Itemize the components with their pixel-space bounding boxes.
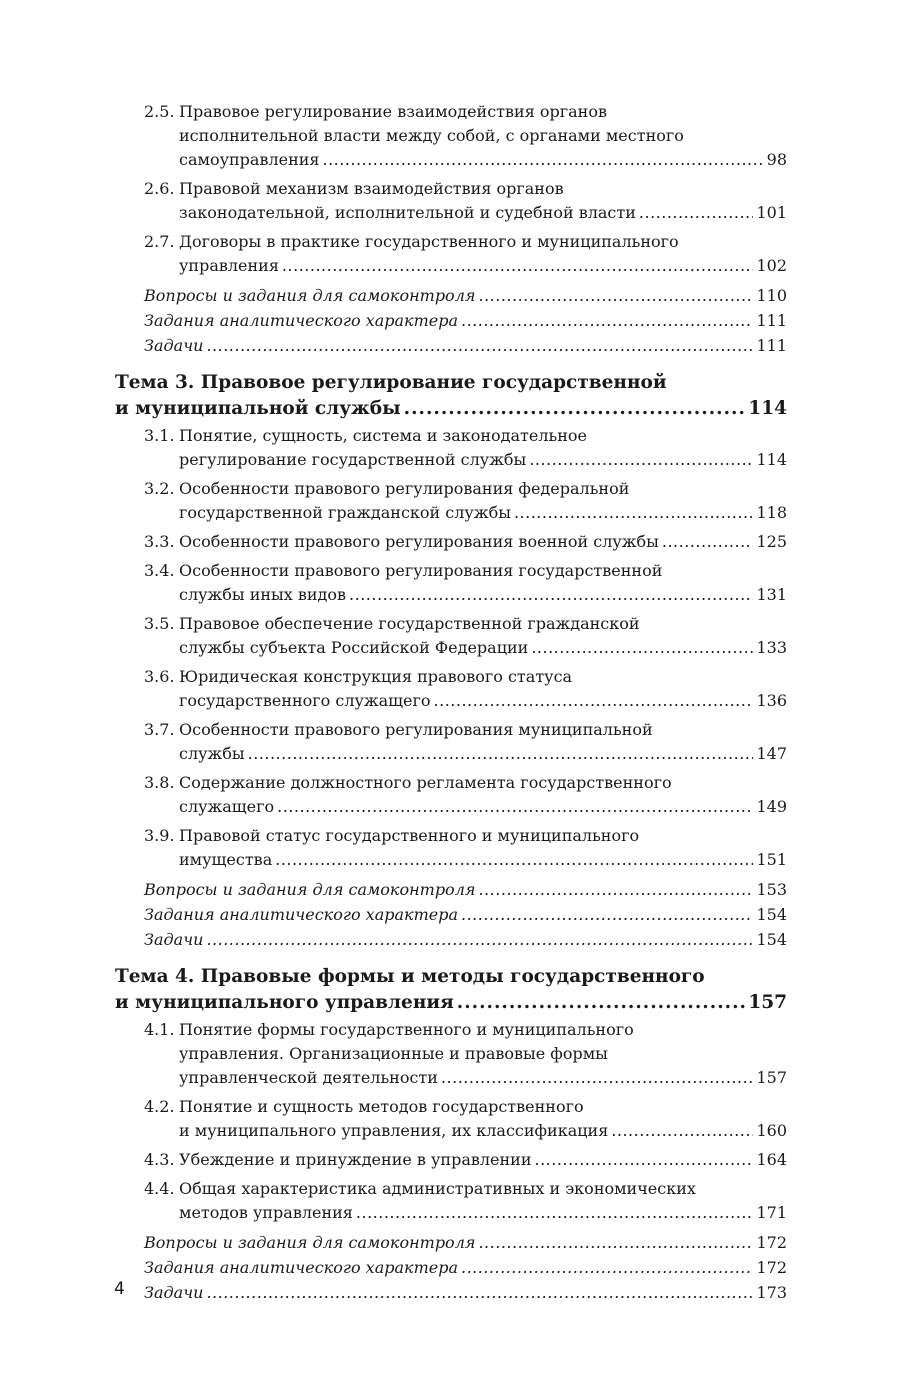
toc-section-3-3[interactable]	[115, 530, 787, 554]
page-ref: 131	[756, 585, 787, 604]
section-number: 3.1.	[144, 426, 175, 445]
page-ref: 164	[756, 1150, 787, 1169]
section-title-line: Понятие и сущность методов государственного	[179, 1097, 584, 1116]
toc-section-3-5[interactable]	[115, 612, 787, 660]
section-number: 2.6.	[144, 179, 175, 198]
section-number: 4.3.	[144, 1150, 175, 1169]
toc-problems[interactable]	[115, 927, 787, 952]
toc-problems[interactable]	[115, 333, 787, 358]
toc-topic-3[interactable]	[115, 370, 787, 422]
section-title-line: Договоры в практике государственного и муниципального	[179, 232, 679, 251]
dot-leader	[206, 1280, 753, 1305]
section-title-line: Особенности правового регулирования военной службы	[179, 532, 659, 551]
section-title-line: и муниципального управления, их классификация	[179, 1121, 609, 1140]
dot-leader	[441, 1066, 754, 1090]
section-title-line: службы иных видов	[179, 585, 347, 604]
dot-leader	[531, 636, 753, 660]
page-ref: 153	[756, 880, 787, 899]
toc-section-4-1[interactable]	[115, 1018, 787, 1090]
entry-title: Задачи	[144, 336, 204, 355]
section-title-line: службы	[179, 744, 245, 763]
section-number: 3.6.	[144, 667, 175, 686]
toc-section-3-8[interactable]	[115, 771, 787, 819]
section-number: 4.2.	[144, 1097, 175, 1116]
toc-section-4-4[interactable]	[115, 1177, 787, 1225]
toc-problems[interactable]	[115, 1280, 787, 1305]
dot-leader	[282, 254, 754, 278]
toc-analytical-tasks[interactable]	[115, 308, 787, 333]
dot-leader	[457, 990, 746, 1016]
dot-leader	[478, 283, 753, 308]
dot-leader	[349, 583, 753, 607]
page-ref: 160	[756, 1121, 787, 1140]
topic-title-line: Тема 4. Правовые формы и методы государственного	[115, 966, 705, 987]
toc-section-3-7[interactable]	[115, 718, 787, 766]
section-title-line: Правовое обеспечение государственной гражданской	[179, 614, 640, 633]
section-title-line: государственной гражданской службы	[179, 503, 511, 522]
dot-leader	[662, 530, 754, 554]
page-ref: 133	[756, 638, 787, 657]
section-title-line: регулирование государственной службы	[179, 450, 527, 469]
page-ref: 125	[756, 532, 787, 551]
section-title-line: управления. Организационные и правовые формы	[179, 1044, 608, 1063]
dot-leader	[461, 308, 753, 333]
section-number: 3.8.	[144, 773, 175, 792]
page-ref: 172	[756, 1233, 787, 1252]
dot-leader	[461, 1255, 753, 1280]
toc-self-control-questions[interactable]	[115, 283, 787, 308]
section-number: 3.3.	[144, 532, 175, 551]
toc-section-3-4[interactable]	[115, 559, 787, 607]
dot-leader	[206, 927, 753, 952]
section-number: 4.4.	[144, 1179, 175, 1198]
section-title-line: Общая характеристика административных и экономических	[179, 1179, 696, 1198]
page-ref: 151	[756, 850, 787, 869]
page-ref: 118	[756, 503, 787, 522]
toc-topic-4[interactable]	[115, 964, 787, 1016]
section-title-line: Содержание должностного регламента государственного	[179, 773, 672, 792]
dot-leader	[535, 1148, 754, 1172]
dot-leader	[529, 448, 753, 472]
toc-section-3-6[interactable]	[115, 665, 787, 713]
dot-leader	[323, 148, 764, 172]
page-ref: 149	[756, 797, 787, 816]
page-ref: 102	[756, 256, 787, 275]
page-ref: 171	[756, 1203, 787, 1222]
toc-section-3-9[interactable]	[115, 824, 787, 872]
section-title-line: имущества	[179, 850, 273, 869]
dot-leader	[514, 501, 754, 525]
dot-leader	[275, 848, 753, 872]
toc-section-2-5[interactable]	[115, 100, 787, 172]
section-title-line: Правовой механизм взаимодействия органов	[179, 179, 564, 198]
page-ref: 173	[756, 1283, 787, 1302]
topic-title-line: и муниципальной службы	[115, 398, 401, 419]
toc-section-3-2[interactable]	[115, 477, 787, 525]
page-ref: 111	[756, 336, 787, 355]
page-ref: 114	[756, 450, 787, 469]
entry-title: Задания аналитического характера	[144, 311, 458, 330]
topic-title-line: и муниципального управления	[115, 992, 454, 1013]
page-ref: 147	[756, 744, 787, 763]
entry-title: Задания аналитического характера	[144, 905, 458, 924]
section-number: 3.7.	[144, 720, 175, 739]
section-title-line: Понятие формы государственного и муниципального	[179, 1020, 634, 1039]
section-title-line: службы субъекта Российской Федерации	[179, 638, 529, 657]
section-title-line: Правовой статус государственного и муниципального	[179, 826, 640, 845]
topic-title-line: Тема 3. Правовое регулирование государственной	[115, 372, 667, 393]
page-ref: 98	[766, 150, 787, 169]
page-ref: 154	[756, 905, 787, 924]
page-ref: 136	[756, 691, 787, 710]
page-ref: 157	[756, 1068, 787, 1087]
toc-self-control-questions[interactable]	[115, 877, 787, 902]
dot-leader	[356, 1201, 754, 1225]
section-title-line: государственного служащего	[179, 691, 431, 710]
page-number: 4	[114, 1279, 125, 1299]
page-ref: 114	[748, 398, 787, 419]
entry-title: Вопросы и задания для самоконтроля	[144, 1233, 476, 1252]
dot-leader	[478, 1230, 753, 1255]
toc-section-2-7[interactable]	[115, 230, 787, 278]
dot-leader	[434, 689, 754, 713]
section-number: 4.1.	[144, 1020, 175, 1039]
page-ref: 154	[756, 930, 787, 949]
section-title-line: служащего	[179, 797, 275, 816]
entry-title: Задачи	[144, 1283, 204, 1302]
dot-leader	[404, 396, 746, 422]
toc-self-control-questions[interactable]	[115, 1230, 787, 1255]
page-ref: 111	[756, 311, 787, 330]
entry-title: Задания аналитического характера	[144, 1258, 458, 1277]
section-title-line: управленческой деятельности	[179, 1068, 438, 1087]
dot-leader	[277, 795, 753, 819]
entry-title: Вопросы и задания для самоконтроля	[144, 880, 476, 899]
section-title-line: методов управления	[179, 1203, 353, 1222]
section-number: 3.9.	[144, 826, 175, 845]
toc-analytical-tasks[interactable]	[115, 1255, 787, 1280]
toc-section-3-1[interactable]	[115, 424, 787, 472]
section-title-line: Правовое регулирование взаимодействия органов	[179, 102, 607, 121]
page-ref: 110	[756, 286, 787, 305]
dot-leader	[206, 333, 753, 358]
section-title-line: Особенности правового регулирования федеральной	[179, 479, 630, 498]
section-title-line: Юридическая конструкция правового статуса	[179, 667, 573, 686]
section-title-line: самоуправления	[179, 150, 320, 169]
section-number: 2.7.	[144, 232, 175, 251]
page-ref: 172	[756, 1258, 787, 1277]
toc-section-2-6[interactable]	[115, 177, 787, 225]
page-ref: 157	[748, 992, 787, 1013]
toc-analytical-tasks[interactable]	[115, 902, 787, 927]
section-title-line: Особенности правового регулирования муниципальной	[179, 720, 653, 739]
section-number: 3.4.	[144, 561, 175, 580]
section-number: 2.5.	[144, 102, 175, 121]
section-number: 3.5.	[144, 614, 175, 633]
section-number: 3.2.	[144, 479, 175, 498]
section-title-line: Убеждение и принуждение в управлении	[179, 1150, 532, 1169]
page-ref: 101	[756, 203, 787, 222]
dot-leader	[611, 1119, 753, 1143]
entry-title: Задачи	[144, 930, 204, 949]
entry-title: Вопросы и задания для самоконтроля	[144, 286, 476, 305]
section-title-line: Особенности правового регулирования государственной	[179, 561, 663, 580]
dot-leader	[478, 877, 753, 902]
dot-leader	[248, 742, 754, 766]
section-title-line: Понятие, сущность, система и законодательное	[179, 426, 588, 445]
section-title-line: законодательной, исполнительной и судебной власти	[179, 203, 636, 222]
section-title-line: исполнительной власти между собой, с органами местного	[179, 126, 684, 145]
toc-section-4-3[interactable]	[115, 1148, 787, 1172]
dot-leader	[461, 902, 753, 927]
toc-section-4-2[interactable]	[115, 1095, 787, 1143]
dot-leader	[639, 201, 754, 225]
table-of-contents	[115, 100, 787, 1305]
section-title-line: управления	[179, 256, 279, 275]
